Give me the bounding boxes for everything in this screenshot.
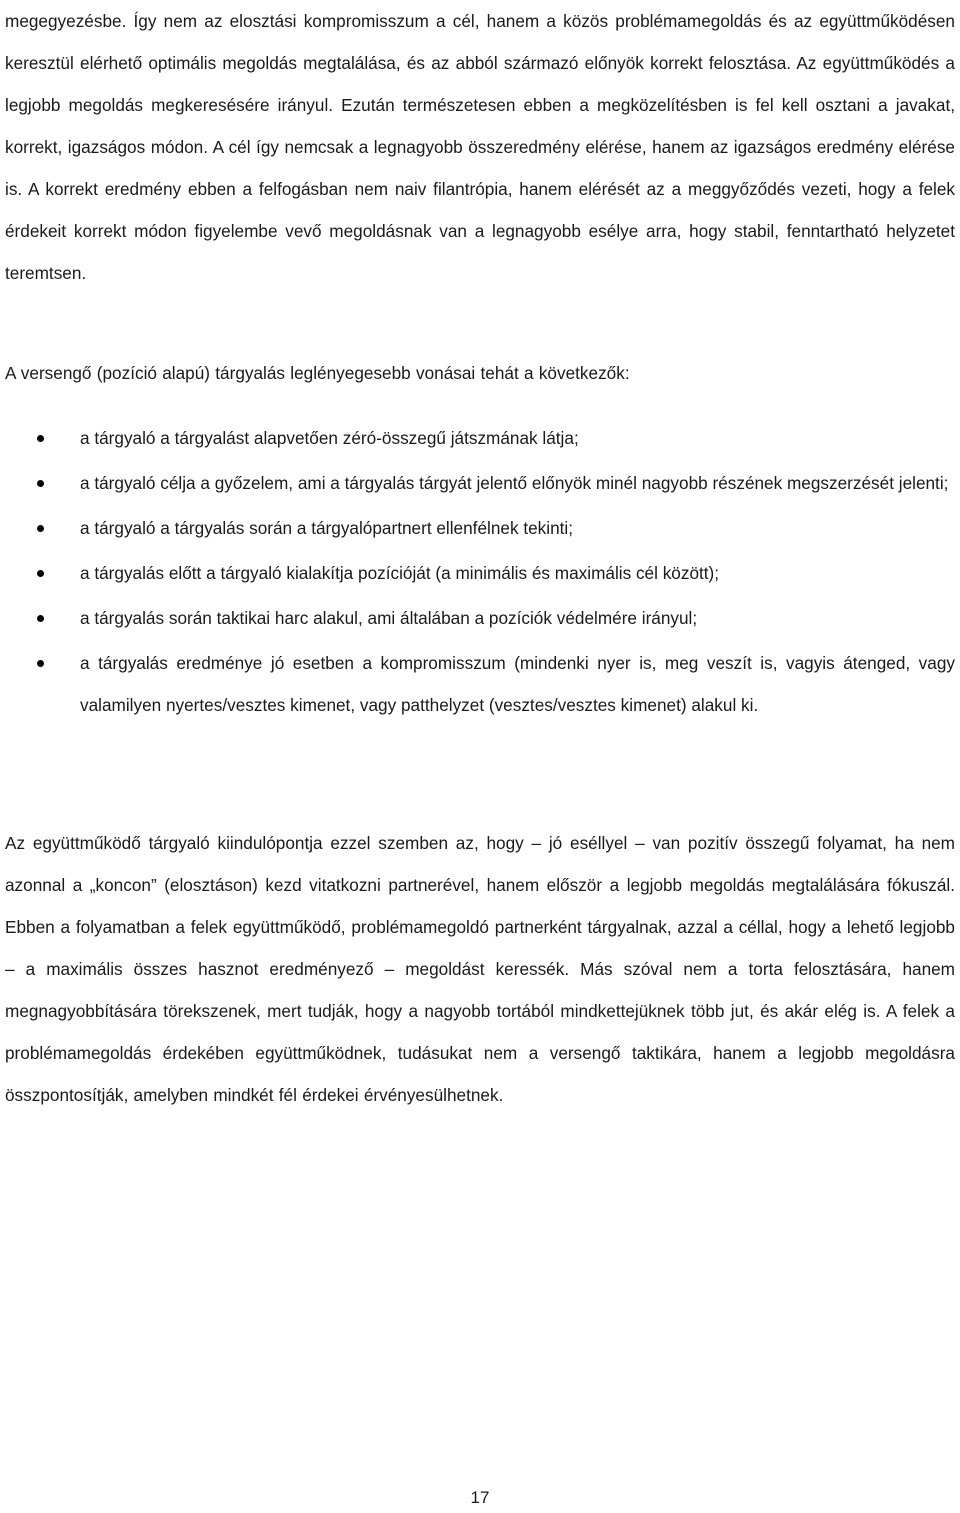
bullet-icon xyxy=(37,615,44,622)
list-item-text: a tárgyalás előtt a tárgyaló kialakítja pozícióját (a minimális és maximális cél között); xyxy=(80,563,720,583)
list-item-text: a tárgyaló célja a győzelem, ami a tárgyalás tárgyát jelentő előnyök minél nagyobb részének megszerzését jelenti; xyxy=(80,473,949,493)
list-item xyxy=(0,642,960,726)
bullet-icon xyxy=(37,480,44,487)
bullet-icon xyxy=(37,570,44,577)
page-number: 17 xyxy=(470,1488,490,1507)
bullet-icon xyxy=(37,525,44,532)
bullet-icon xyxy=(37,435,44,442)
list-item-text: a tárgyaló a tárgyalást alapvetően zéró-összegű játszmának látja; xyxy=(80,428,579,448)
body-paragraph: megegyezésbe. Így nem az elosztási kompromisszum a cél, hanem a közös problémamegoldás és az együttműködésen keresztül elérhető optimális megoldás megtalálása, és az abból származó előnyök korrekt felosztása. Az együttműködés a legjobb megoldás megkeresésére irányul. Ezután természetesen ebben a megközelítésben is fel kell osztani a javakat, korrekt, igazságos módon. A cél így nemcsak a legnagyobb összeredmény elérése, hanem az igazságos eredmény elérése is. A korrekt eredmény ebben a felfogásban nem naiv filantrópia, hanem elérését az a meggyőződés vezeti, hogy a felek érdekeit korrekt módon figyelembe vevő megoldásnak van a legnagyobb esélye arra, hogy stabil, fenntartható helyzetet teremtsen. xyxy=(5,11,955,283)
list-item-text: a tárgyaló a tárgyalás során a tárgyalópartnert ellenfélnek tekinti; xyxy=(80,518,573,538)
list-item xyxy=(0,462,960,504)
list-item-text: a tárgyalás során taktikai harc alakul, ami általában a pozíciók védelmére irányul; xyxy=(80,608,698,628)
body-paragraph: Az együttműködő tárgyaló kiindulópontja ezzel szemben az, hogy – jó eséllyel – van pozitív összegű folyamat, ha nem azonnal a „koncon” (elosztáson) kezd vitatkozni partnerével, hanem először a legjobb megoldás megtalálására fókuszál. Ebben a folyamatban a felek együttműködő, problémamegoldó partnerként tárgyalnak, azzal a céllal, hogy a lehető legjobb – a maximális összes hasznot eredményező – megoldást keressék. Más szóval nem a torta felosztására, hanem megnagyobbítására törekszenek, mert tudják, hogy a nagyobb tortából mindkettejüknek több jut, és akár elég is. A felek a problémamegoldás érdekében együttműködnek, tudásukat nem a versengő taktikára, hanem a legjobb megoldásra összpontosítják, amelyben mindkét fél érdekei érvényesülhetnek. xyxy=(5,833,955,1105)
list-item xyxy=(0,552,960,594)
list-intro-paragraph: A versengő (pozíció alapú) tárgyalás leglényegesebb vonásai tehát a következők: xyxy=(5,363,630,383)
list-item xyxy=(0,597,960,639)
list-item-text: a tárgyalás eredménye jó esetben a kompromisszum (mindenki nyer is, meg veszít is, vagyis átenged, vagy valamilyen nyertes/vesztes kimenet, vagy patthelyzet (vesztes/vesztes kimenet) alakul ki. xyxy=(80,653,955,715)
bullet-list xyxy=(0,417,960,729)
list-item xyxy=(0,507,960,549)
list-item xyxy=(0,417,960,459)
bullet-icon xyxy=(37,660,44,667)
